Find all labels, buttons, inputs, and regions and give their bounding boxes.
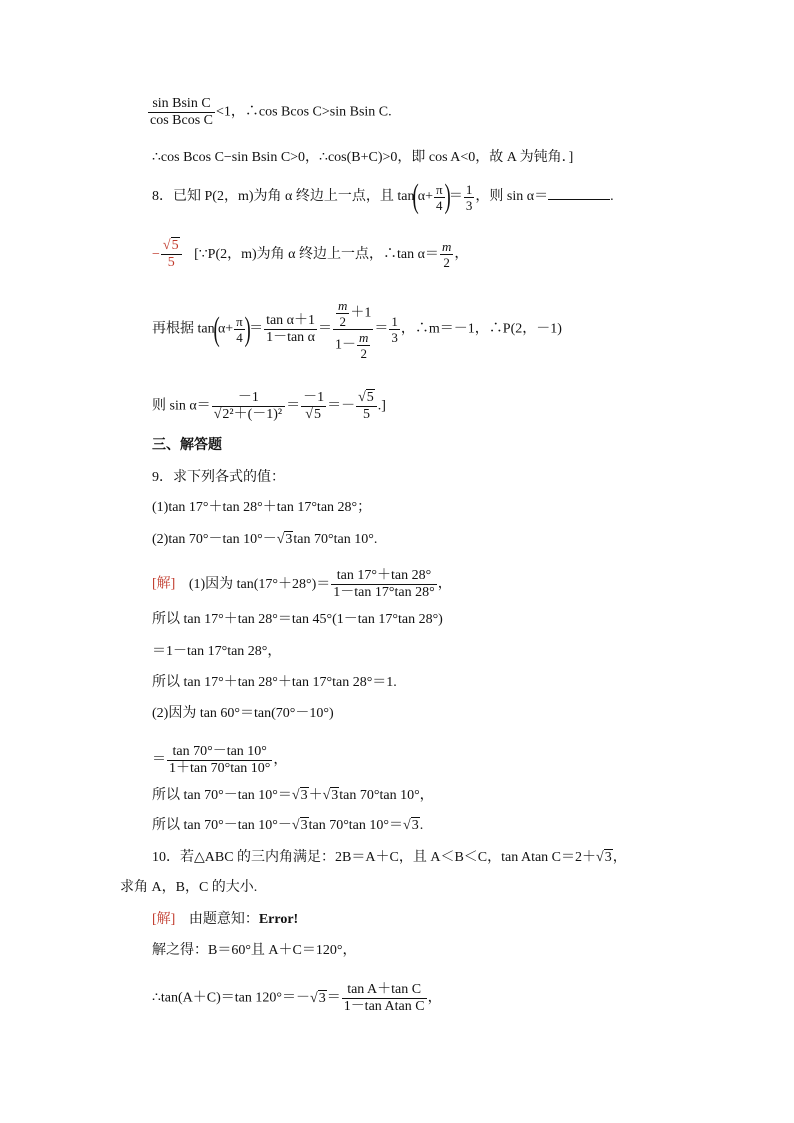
question-9-part-1: (1)tan 17°＋tan 28°＋tan 17°tan 28°； <box>152 500 372 515</box>
solution-10-line-2: 解之得：B＝60°且 A＋C＝120°， <box>152 943 357 958</box>
solution-9-line-6: ＝ $\frac{\tan 70^\circ-\tan 10^\circ}{1+\tan 70^\circ\tan 10^\circ}$ ， <box>152 744 288 776</box>
solution-10-line-3: ∴tan(A＋C)＝tan 120°＝－√3＝ $\frac{\text{tan A＋tan C}}{\text{1－tan Atan C}}$ ， <box>152 982 442 1014</box>
then-line: 则 sin α＝ $\frac{-1}{\text{√2²＋(－1)²}}$ ＝ $\frac{-1}{√5}$ ＝－ $\frac{√5}{5}$ .] <box>152 390 386 422</box>
line-2: ∴cos Bcos C−sin Bsin C>0，∴cos(B+C)>0，即 cos A<0，故 A 为钝角．] <box>152 150 574 165</box>
solution-9-line-5: (2)因为 tan 60°＝tan(70°－10°) <box>152 706 334 721</box>
fraction: $\frac{-1}{\text{√2²＋(－1)²}}$ <box>212 390 285 423</box>
fraction: $\frac{m}{2}$ <box>441 239 452 270</box>
line-1: $\frac{\text{sin Bsin C}}{\text{cos Bcos C}}$ <1，∴cos Bcos C>sin Bsin C. <box>150 96 392 128</box>
fraction: $\frac{\text{tan α＋1}}{\text{1－tan α}}$ <box>266 313 316 345</box>
question-10-line-2: 求角 A，B，C 的大小. <box>120 880 258 895</box>
sqrt: √5 <box>162 238 179 253</box>
solution-tag: [解] <box>152 912 176 927</box>
answer-value: − $\frac{√5}{5}$ <box>152 247 183 262</box>
answer-8: − $\frac{√5}{5}$ [∵P(2，m)为角 α 终边上一点，∴tan α＝ $\frac{m}{2}$ ， <box>152 238 469 270</box>
solution-9-line-3: ＝1－tan 17°tan 28°， <box>152 644 282 659</box>
question-8: 8．已知 P(2，m)为角 α 终边上一点，且 tan(α+ $\frac{\pi}{4}$ )＝ $\frac{1}{3}$ ，则 sin α＝ . <box>152 178 614 215</box>
section-heading: 三、解答题 <box>152 438 222 453</box>
fraction: $\frac{\pi}{4}$ <box>436 181 443 213</box>
solution-9-line-8: 所以 tan 70°－tan 10°－√3tan 70°tan 10°＝√3. <box>152 818 424 833</box>
fraction: $\frac{\text{sin Bsin C}}{\text{cos Bcos C}}$ <box>150 96 213 128</box>
solution-9-line-4: 所以 tan 17°＋tan 28°＋tan 17°tan 28°＝1. <box>152 675 397 690</box>
solution-9-line-1: [解] (1)因为 tan(17°＋28°)＝ $\frac{\tan 17^\circ+\tan 28^\circ}{1-\tan 17^\circ\tan 28^\circ}$ ， <box>152 568 452 600</box>
solution-tag: [解] <box>152 576 176 592</box>
question-10-line-1: 10．若△ABC 的三内角满足：2B＝A＋C，且 A＜B＜C，tan Atan C＝2＋√3， <box>152 850 627 865</box>
complex-fraction: $\frac{m}{2}$ ＋1 1－ $\frac{m}{2}$ <box>335 298 372 361</box>
question-9-part-2: (2)tan 70°－tan 10°－√3tan 70°tan 10°. <box>152 532 378 547</box>
fraction: $\frac{1}{3}$ <box>465 181 473 213</box>
question-9: 9．求下列各式的值： <box>152 470 285 485</box>
solution-10-line-1: [解] 由题意知：Error! <box>152 912 299 927</box>
solution-9-line-2: 所以 tan 17°＋tan 28°＝tan 45°(1－tan 17°tan 28°) <box>152 612 443 627</box>
solution-9-line-7: 所以 tan 70°－tan 10°＝√3＋√3tan 70°tan 10°， <box>152 788 434 803</box>
answer-blank <box>548 187 610 200</box>
again-line: 再根据 tan(α+ $\frac{\pi}{4}$ )＝ $\frac{\text{tan α＋1}}{\text{1－tan α}}$ ＝ $\frac{m}{2}$ ＋1 1－ $\frac{m}{2}$ ＝ $\frac{1}{3}$ ，∴m＝－1，∴P(2，－1) <box>152 298 562 361</box>
